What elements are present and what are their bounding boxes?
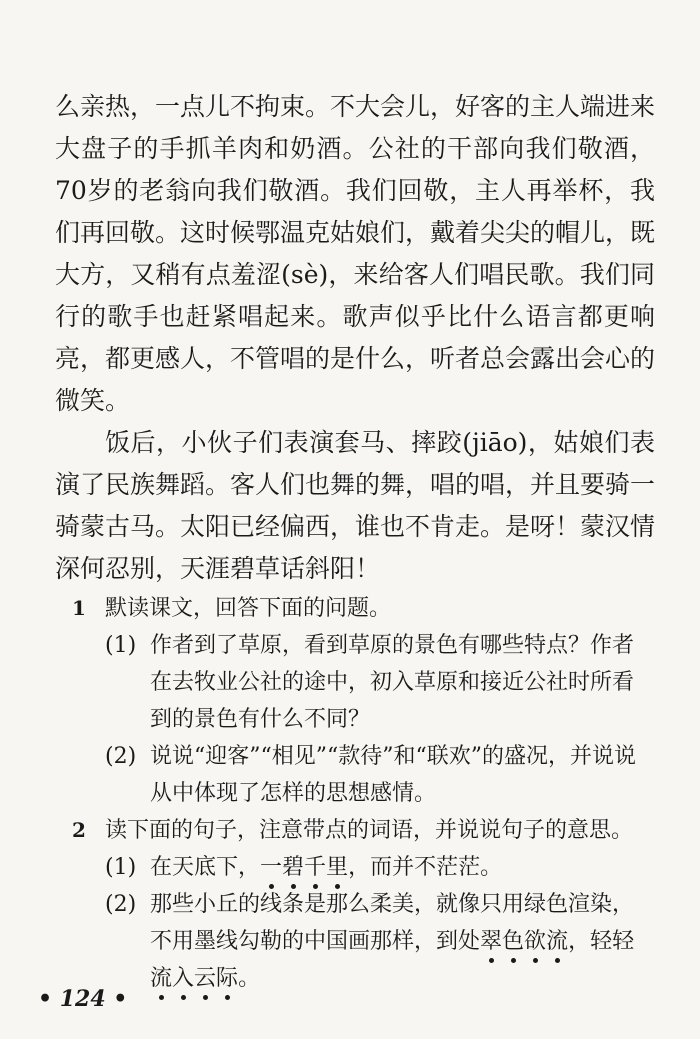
paragraph-1: 么亲热，一点儿不拘束。不大会儿，好客的主人端进来大盘子的手抓羊肉和奶酒。公社的干部向我们敬酒，70岁的老翁向我们敬酒。我们回敬，主人再举杯，我们再回敬。这时候鄂温克姑娘们，戴着尖尖的帽儿，既大方，又稍有点羞涩(sè)，来给客人们唱民歌。我们同行的歌手也赶紧唱起来。歌声似乎比什么语言都更响亮，都更感人，不管唱的是什么，听者总会露出会心的微笑。 <box>55 92 656 415</box>
sub-question-number: (2) <box>105 892 137 917</box>
page-number: • 124 • <box>38 986 128 1012</box>
exercise-prompt: 读下面的句子，注意带点的词语，并说说句子的意思。 <box>105 818 634 843</box>
exercise-1-sub-1 <box>105 627 645 738</box>
exercise-1-sub-2 <box>105 738 645 812</box>
dotted-character: 里 <box>326 849 348 886</box>
dotted-character: 际 <box>216 960 238 997</box>
dotted-character: 云 <box>194 960 216 997</box>
dotted-character: 翠 <box>480 923 502 960</box>
sentence-text: 。 <box>238 966 261 991</box>
exercises-section <box>0 590 700 997</box>
exercise-2-sub-2 <box>105 886 645 997</box>
exercise-number: 2 <box>72 818 86 842</box>
exercise-2-sub-1 <box>105 849 645 886</box>
sub-question-number: (1) <box>105 855 137 880</box>
sentence-text: 那些小丘的线条是那么柔美，就像只用绿色渲染，不用墨线勾勒的中国画那样，到处 <box>150 892 635 954</box>
sub-question-text: 说说“迎客”“相见”“款待”和“联欢”的盛况，并说说从中体现了怎样的思想感情。 <box>150 744 636 806</box>
sentence-text: ，而并不茫茫。 <box>348 855 503 880</box>
sub-question-text <box>150 849 645 886</box>
dotted-character: 碧 <box>282 849 304 886</box>
exercise-number: 1 <box>72 596 86 620</box>
sentence-text: 在天底下， <box>150 855 261 880</box>
sub-question-text: 作者到了草原，看到草原的景色有哪些特点？作者在去牧业公社的途中，初入草原和接近公社时所看到的景色有什么不同？ <box>150 633 635 732</box>
sub-question-number: (2) <box>105 744 137 769</box>
exercise-1 <box>0 590 700 627</box>
sub-question-number: (1) <box>105 633 137 658</box>
dotted-character: 流 <box>150 960 172 997</box>
paragraph-2: 饭后，小伙子们表演套马、摔跤(jiāo)，姑娘们表演了民族舞蹈。客人们也舞的舞，唱的唱，并且要骑一骑蒙古马。太阳已经偏西，谁也不肯走。是呀！蒙汉情深何忍别，天涯碧草话斜阳！ <box>55 428 656 583</box>
lesson-text <box>55 86 655 590</box>
exercise-prompt: 默读课文，回答下面的问题。 <box>105 596 392 621</box>
exercise-2 <box>0 812 700 849</box>
dotted-character: 一 <box>260 849 282 886</box>
dotted-character: 入 <box>172 960 194 997</box>
dotted-character: 流 <box>546 923 568 960</box>
dotted-character: 千 <box>304 849 326 886</box>
dotted-character: 色 <box>502 923 524 960</box>
dotted-character: 欲 <box>524 923 546 960</box>
sentence-text: ，轻轻 <box>568 929 635 954</box>
sub-question-text <box>150 886 645 997</box>
